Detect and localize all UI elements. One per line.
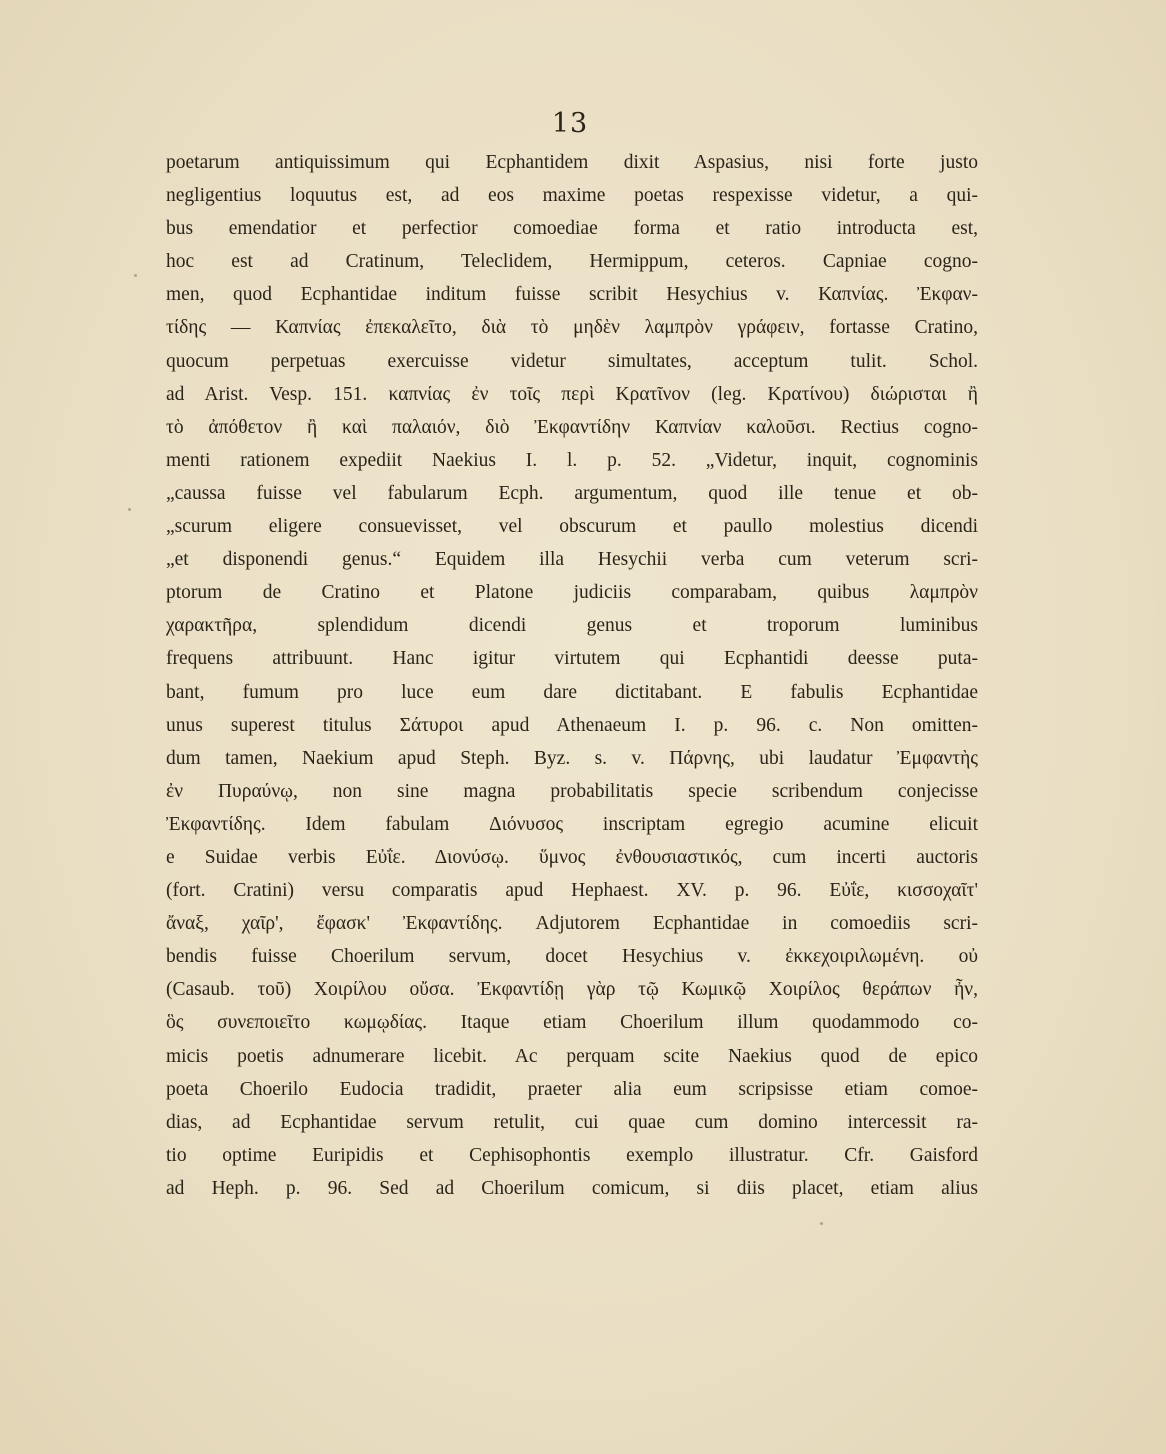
page-number: 13 <box>551 108 589 139</box>
text-line: dum tamen, Naekium apud Steph. Byz. s. v. Πάρνης, ubi laudatur Ἐμφαντὴς <box>166 747 978 769</box>
text-line: menti rationem expediit Naekius I. l. p. 52. „Videtur, inquit, cognominis <box>166 449 978 471</box>
text-line: „scurum eligere consuevisset, vel obscurum et paullo molestius dicendi <box>166 516 978 538</box>
text-line: dias, ad Ecphantidae servum retulit, cui quae cum domino intercessit ra- <box>166 1111 978 1133</box>
text-line: poetarum antiquissimum qui Ecphantidem dixit Aspasius, nisi forte justo <box>166 152 978 173</box>
text-line: ad Heph. p. 96. Sed ad Choerilum comicum, si diis placet, etiam alius <box>166 1177 978 1199</box>
text-line: hoc est ad Cratinum, Teleclidem, Hermippum, ceteros. Capniae cogno- <box>166 251 978 273</box>
text-line: τίδης — Καπνίας ἐπεκαλεῖτο, διὰ τὸ μηδὲν λαμπρὸν γράφειν, fortasse Cratino, <box>166 317 978 339</box>
text-line: ἄναξ, χαῖρ', ἔφασκ' Ἐκφαντίδης. Adjutorem Ecphantidae in comoediis scri- <box>166 913 978 935</box>
text-line: ptorum de Cratino et Platone judiciis comparabam, quibus λαμπρὸν <box>166 582 978 604</box>
paper-speck <box>134 274 137 277</box>
text-line: bendis fuisse Choerilum servum, docet Hesychius v. ἐκκεχοιριλωμένη. οὐ <box>166 946 978 968</box>
text-line: bant, fumum pro luce eum dare dictitabant. E fabulis Ecphantidae <box>166 681 978 703</box>
text-line: (Casaub. τοῦ) Χοιρίλου οὔσα. Ἐκφαντίδῃ γὰρ τῷ Κωμικῷ Χοιρίλος θεράπων ἦν, <box>166 979 978 1001</box>
text-line: tio optime Euripidis et Cephisophontis exemplo illustratur. Cfr. Gaisford <box>166 1144 978 1166</box>
text-line: ἐν Πυραύνῳ, non sine magna probabilitatis specie scribendum conjecisse <box>166 780 978 802</box>
text-line: negligentius loquutus est, ad eos maxime poetas respexisse videtur, a qui- <box>166 185 978 207</box>
paper-speck <box>820 1222 823 1225</box>
text-line: quocum perpetuas exercuisse videtur simultates, acceptum tulit. Schol. <box>166 350 978 372</box>
text-line: e Suidae verbis Εὐΐε. Διονύσῳ. ὕμνος ἐνθουσιαστικός, cum incerti auctoris <box>166 846 978 868</box>
text-line: χαρακτῆρα, splendidum dicendi genus et troporum luminibus <box>166 615 978 637</box>
text-line: ad Arist. Vesp. 151. καπνίας ἐν τοῖς περὶ Κρατῖνον (leg. Κρατίνου) διώρισται ἢ <box>166 383 978 405</box>
text-line: micis poetis adnumerare licebit. Ac perquam scite Naekius quod de epico <box>166 1045 978 1067</box>
text-line: τὸ ἀπόθετον ἢ καὶ παλαιόν, διὸ Ἐκφαντίδην Καπνίαν καλοῦσι. Rectius cogno- <box>166 416 978 438</box>
text-line: men, quod Ecphantidae inditum fuisse scribit Hesychius v. Καπνίας. Ἐκφαν- <box>166 284 978 306</box>
text-line: „caussa fuisse vel fabularum Ecph. argumentum, quod ille tenue et ob- <box>166 482 978 504</box>
text-line: bus emendatior et perfectior comoediae forma et ratio introducta est, <box>166 218 978 240</box>
text-line: poeta Choerilo Eudocia tradidit, praeter alia eum scripsisse etiam comoe- <box>166 1078 978 1100</box>
text-line: Ἐκφαντίδης. Idem fabulam Διόνυσος inscriptam egregio acumine elicuit <box>166 813 978 835</box>
text-line: „et disponendi genus.“ Equidem illa Hesychii verba cum veterum scri- <box>166 549 978 571</box>
text-line: (fort. Cratini) versu comparatis apud Hephaest. XV. p. 96. Εὐΐε, κισσοχαῖτ' <box>166 880 978 902</box>
text-line: frequens attribuunt. Hanc igitur virtutem qui Ecphantidi deesse puta- <box>166 648 978 670</box>
text-line: unus superest titulus Σάτυροι apud Athenaeum I. p. 96. c. Non omitten- <box>166 714 978 736</box>
body-text <box>166 146 978 1205</box>
paper-speck <box>128 508 131 511</box>
text-line: ὃς συνεποιεῖτο κωμῳδίας. Itaque etiam Choerilum illum quodammodo co- <box>166 1012 978 1034</box>
